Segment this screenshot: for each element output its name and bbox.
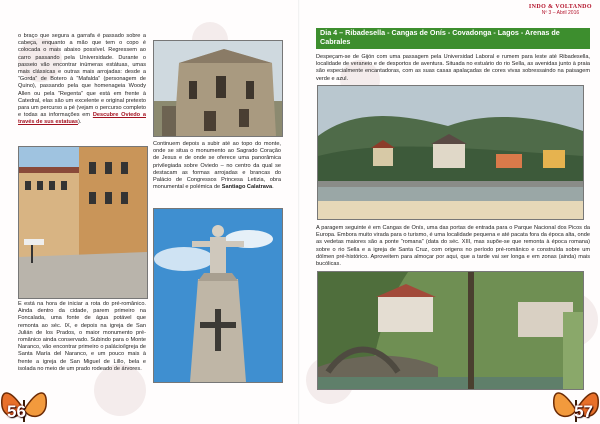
col1-top-text: o braço que segura a garrafa é passado sobre a cabeça, enquanto a mão que tem o copo é colocada o mais abaixo possível. Regressem ao carro passando pela Universidade. Durante o passeio vão encontrar inúmeras estátuas, umas mais clássicas e outras mais arrojadas: desde a “Gorda” de Botero à “Mafalda” (personagem de Quino), passando pela que homenageia Woody Allen ou pela “Regenta” que está em frente à Catedral, elas são um excelente e original pretexto para um percurso a pé (vejam o percurso completo e todas as informações em Descubre Oviedo a través de sus estatuas). xyxy=(18,33,146,126)
photo-church-pre-romanesque xyxy=(153,40,283,137)
section-title: Dia 4 – Ribadesella - Cangas de Onís - Covadonga - Lagos - Arenas de Cabrales xyxy=(316,28,590,49)
cangas-text: A paragem seguinte é em Cangas de Onís, uma das portas de entrada para o Parque Nacional dos Picos da Europa. Embora muito virada para o turismo, é uma localidade pequena e até pacata fora da época alta, onde as vedetas maiores são a ponte “romana” (data do séc. XIII, mas supõe-se que remonta à época romana) sobre o rio Sella e a igreja de Santa Cruz, com origens no período pré-românico e construída sobre um dólmen pré-histórico. Aproveitem para almoçar por aqui, que a tarde vai ser longa e em zonas (ainda) mais bucólicas. xyxy=(316,225,590,268)
page-number-left: 56 xyxy=(7,402,26,421)
church-image xyxy=(154,41,282,136)
photo-cangas-de-onis xyxy=(317,271,584,390)
photo-sacred-heart-statue xyxy=(153,208,283,383)
col2-text: Continuem depois a subir até ao topo do monte, onde se situa o monumento ao Sagrado Coração de Jesus e de onde se oferece uma panorâmica privilegiada sobre Oviedo – no centro da qual se destacam as formas arrojadas e brancas do Palácio de Congressos Princesa Letizia, obra monumental e polémica de Santiago Calatrava. xyxy=(153,141,281,191)
page-number-right: 57 xyxy=(574,402,593,421)
ribadesella-image xyxy=(318,86,583,219)
col1-bottom-text: E está na hora de iniciar a rota do pré-românico. Ainda dentro da cidade, parem primeiro na Foncalada, uma fonte de água potável que remonta ao séc. IX, e depois na igreja de San Julián de los Prados, o maior monumento pré-românico ainda conservado. Subindo para o Monte Naranco, vão encontrar primeiro o palácio/igreja de Santa María del Naranco, e um pouco mais à frente a igreja de San Miguel de Lillo, bela e isolada no meio de um prado rodeado de árvores. xyxy=(18,301,146,372)
magazine-brand: INDO & VOLTANDO xyxy=(528,4,592,10)
photo-oviedo-street xyxy=(18,146,148,299)
cangas-image xyxy=(318,272,583,389)
street-image xyxy=(19,147,147,298)
photo-ribadesella xyxy=(317,85,584,220)
statues-link[interactable]: Descubre Oviedo a través de sus estatuas xyxy=(18,112,146,126)
intro-text: Despeçam-se de Gijón com uma passagem pela Universidad Laboral e rumem para leste até Ribadesella, localidade de veraneio e de desportos de aventura. Situada no estuário do rio Sella, as avenidas junto à praia são especialmente encantadoras, com as suas casas apalaçadas de cores vivas sobressaindo na paisagem verde e azul. xyxy=(316,54,590,82)
magazine-logo xyxy=(529,4,592,16)
issue-label: Nº 3 – Abril 2016 xyxy=(541,10,580,16)
calatrava-name: Santiago Calatrava xyxy=(221,184,273,191)
statue-image xyxy=(154,209,282,382)
